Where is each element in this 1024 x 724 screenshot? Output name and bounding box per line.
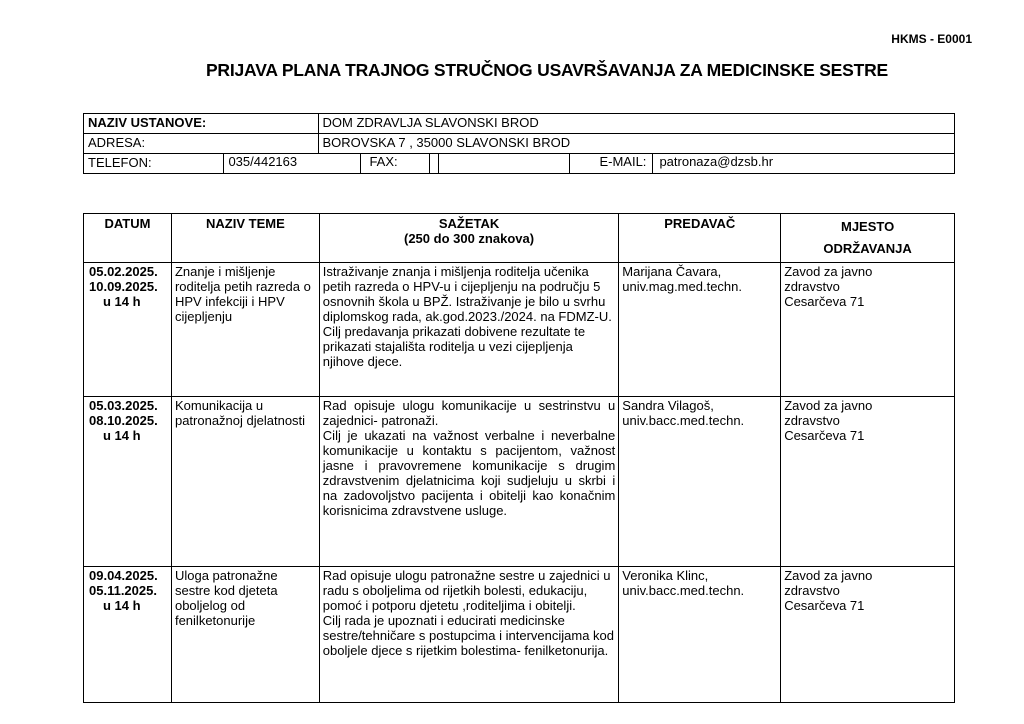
row-topic: Znanje i mišljenje roditelja petih razreda o HPV infekciji i HPV cijepljenju: [171, 263, 319, 397]
place-line: zdravstvo: [784, 583, 840, 598]
row-date: [84, 567, 172, 703]
row-place: [781, 263, 955, 397]
table-row: [84, 397, 955, 567]
row-lecturer: [619, 263, 781, 397]
header-naziv-teme: NAZIV TEME: [171, 214, 319, 263]
email-cell: [439, 154, 955, 174]
address-value: BOROVSKA 7 , 35000 SLAVONSKI BROD: [318, 134, 955, 154]
address-label: ADRESA:: [84, 134, 319, 154]
header-sazetak: [319, 214, 618, 263]
row-summary: [319, 397, 618, 567]
place-line: zdravstvo: [784, 279, 840, 294]
date-second: 05.11.2025.: [89, 583, 157, 598]
row-lecturer: [619, 397, 781, 567]
lecturer-name: Sandra Vilagoš,: [622, 398, 714, 413]
date-second: 10.09.2025.: [89, 279, 158, 294]
email-value: patronaza@dzsb.hr: [659, 154, 774, 169]
plan-header-row: [84, 214, 955, 263]
phone-number: 035/442163: [224, 154, 361, 173]
row-date: [84, 263, 172, 397]
row-topic: Komunikacija u patronažnoj djelatnosti: [171, 397, 319, 567]
place-line: Cesarčeva 71: [784, 598, 865, 613]
row-summary: [319, 567, 618, 703]
row-lecturer: [619, 567, 781, 703]
header-sazetak-title: SAŽETAK: [438, 216, 500, 231]
header-sazetak-sub: (250 do 300 znakova): [404, 231, 535, 246]
header-mjesto-line1: MJESTO: [840, 219, 895, 234]
date-first: 05.02.2025.: [89, 264, 158, 279]
time: u 14 h: [103, 598, 141, 613]
phone-value: [224, 154, 439, 174]
lecturer-name: Marijana Čavara,: [622, 264, 722, 279]
institution-name-value: DOM ZDRAVLJA SLAVONSKI BROD: [318, 114, 955, 134]
place-line: Zavod za javno: [784, 568, 873, 583]
summary-paragraph: Cilj je ukazati na važnost verbalne i neverbalne komunikacije u kontaktu s pacijentom, važnost jasne i pravovremene komunikacije s drugim zdravstvenim djelatnicima koji sudjeluju u skrbi i na zadovoljstvo pacijenta i obitelji kao konačnim korisnicima zdravstvene usluge.: [322, 428, 616, 518]
contact-row: [84, 154, 955, 174]
institution-table: [83, 113, 955, 174]
fax-label: FAX:: [361, 154, 430, 173]
lecturer-name: Veronika Klinc,: [622, 568, 709, 583]
place-line: Cesarčeva 71: [784, 294, 865, 309]
institution-name-label: NAZIV USTANOVE:: [84, 114, 319, 134]
summary-paragraph: Cilj rada je upoznati i educirati medicinske sestre/tehničare s postupcima i intervencijama kod oboljele djece s rijetkim bolestima- fenilketonurija.: [322, 613, 614, 658]
header-predavac: PREDAVAČ: [619, 214, 781, 263]
date-first: 09.04.2025.: [89, 568, 158, 583]
summary-paragraph: Rad opisuje ulogu komunikacije u sestrinstvu u zajednici- patronaži.: [322, 398, 616, 428]
row-place: [781, 397, 955, 567]
header-mjesto-line2: ODRŽAVANJA: [823, 241, 912, 256]
row-topic: Uloga patronažne sestre kod djeteta oboljelog od fenilketonurije: [171, 567, 319, 703]
date-first: 05.03.2025.: [89, 398, 158, 413]
summary-paragraph: Rad opisuje ulogu patronažne sestre u zajednici u radu s oboljelima od rijetkih bolesti, edukaciju, pomoć i potporu djetetu ,roditeljima i obitelji.: [322, 568, 611, 613]
time: u 14 h: [103, 428, 141, 443]
address-row: [84, 134, 955, 154]
page-title: PRIJAVA PLANA TRAJNOG STRUČNOG USAVRŠAVANJA ZA MEDICINSKE SESTRE: [205, 60, 889, 80]
row-summary: Istraživanje znanja i mišljenja roditelja učenika petih razreda o HPV-u i cijepljenju na području 5 osnovnih škola u BPŽ. Istraživanje je bilo u svrhu diplomskog rada, ak.god.2023./2024. na FDMZ-U. Cilj predavanja prikazati dobivene rezultate te prikazati stajališta roditelja u vezi cijepljenja njihove djece.: [319, 263, 618, 397]
email-label: E-MAIL:: [570, 154, 653, 173]
phone-label: TELEFON:: [84, 154, 224, 174]
row-place: [781, 567, 955, 703]
row-date: [84, 397, 172, 567]
place-line: Zavod za javno: [784, 264, 873, 279]
place-line: Zavod za javno: [784, 398, 873, 413]
time: u 14 h: [103, 294, 141, 309]
place-line: Cesarčeva 71: [784, 428, 865, 443]
lecturer-title: univ.mag.med.techn.: [622, 279, 742, 294]
header-datum: DATUM: [84, 214, 172, 263]
table-row: [84, 567, 955, 703]
header-mjesto: [781, 214, 955, 263]
institution-name-row: [84, 114, 955, 134]
lecturer-title: univ.bacc.med.techn.: [622, 413, 745, 428]
plan-table: [83, 213, 955, 703]
lecturer-title: univ.bacc.med.techn.: [622, 583, 745, 598]
date-second: 08.10.2025.: [89, 413, 158, 428]
place-line: zdravstvo: [784, 413, 840, 428]
table-row: [84, 263, 955, 397]
fax-value: [430, 154, 438, 173]
form-code: HKMS - E0001: [891, 32, 972, 46]
